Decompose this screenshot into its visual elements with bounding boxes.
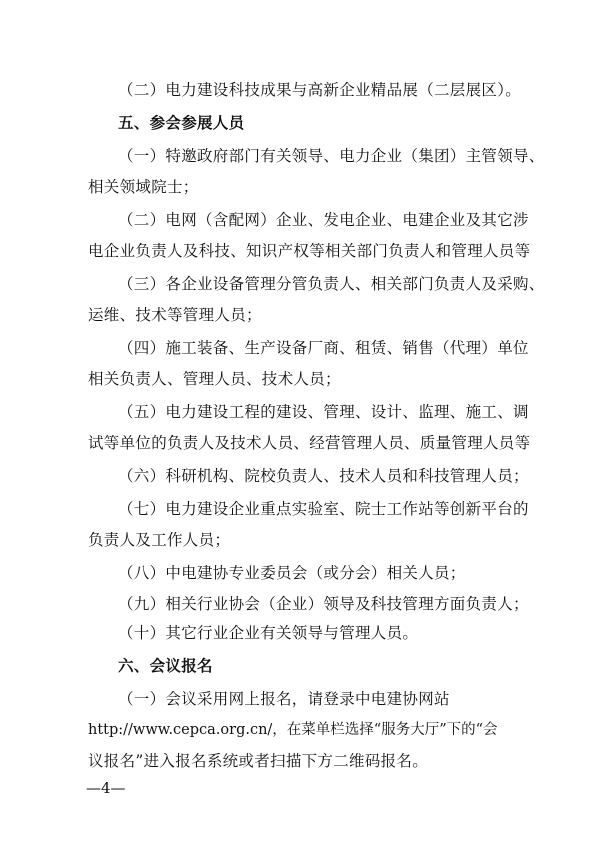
attendee-item-10: （十）其它行业企业有关领导与管理人员。 [118,624,419,642]
registration-url-line: http://www.cepca.org.cn/，在菜单栏选择“服务大厅”下的“会 [88,722,498,738]
attendee-item-1-line-1: （一）特邀政府部门有关领导、电力企业（集团）主管领导、 [118,147,545,165]
attendee-item-4-line-1: （四）施工装备、生产设备厂商、租赁、销售（代理）单位 [118,339,529,357]
registration-item-1-line-1: （一）会议采用网上报名，请登录中电建协网站 [118,690,450,708]
attendee-item-3-line-1: （三）各企业设备管理分管负责人、相关部门负责人及采购、 [118,275,545,293]
attendee-item-4-line-2: 相关负责人、管理人员、技术人员； [88,370,341,388]
page-number: —4— [86,779,126,797]
attendee-item-3-line-2: 运维、技术等管理人员； [88,306,262,324]
paragraph-exhibition-area: （二）电力建设科技成果与高新企业精品展（二层展区）。 [118,81,522,99]
attendee-item-7-line-2: 负责人及工作人员； [88,531,231,549]
attendee-item-9: （九）相关行业协会（企业）领导及科技管理方面负责人； [118,595,529,613]
attendee-item-7-line-1: （七）电力建设企业重点实验室、院士工作站等创新平台的 [118,500,529,518]
registration-item-1-line-3: 议报名”进入报名系统或者扫描下方二维码报名。 [88,752,429,770]
section-heading-attendees: 五、参会参展人员 [118,114,245,132]
attendee-item-8: （八）中电建协专业委员会（或分会）相关人员； [118,564,466,582]
section-heading-registration: 六、会议报名 [118,657,213,675]
attendee-item-1-line-2: 相关领域院士； [88,178,199,196]
attendee-item-2-line-1: （二）电网（含配网）企业、发电企业、电建企业及其它涉 [118,211,529,229]
attendee-item-5-line-2: 试等单位的负责人及技术人员、经营管理人员、质量管理人员等 [88,434,531,452]
attendee-item-2-line-2: 电企业负责人及科技、知识产权等相关部门负责人和管理人员等 [88,242,531,260]
attendee-item-5-line-1: （五）电力建设工程的建设、管理、设计、监理、施工、调 [118,403,529,421]
attendee-item-6: （六）科研机构、院校负责人、技术人员和科技管理人员； [118,467,529,485]
